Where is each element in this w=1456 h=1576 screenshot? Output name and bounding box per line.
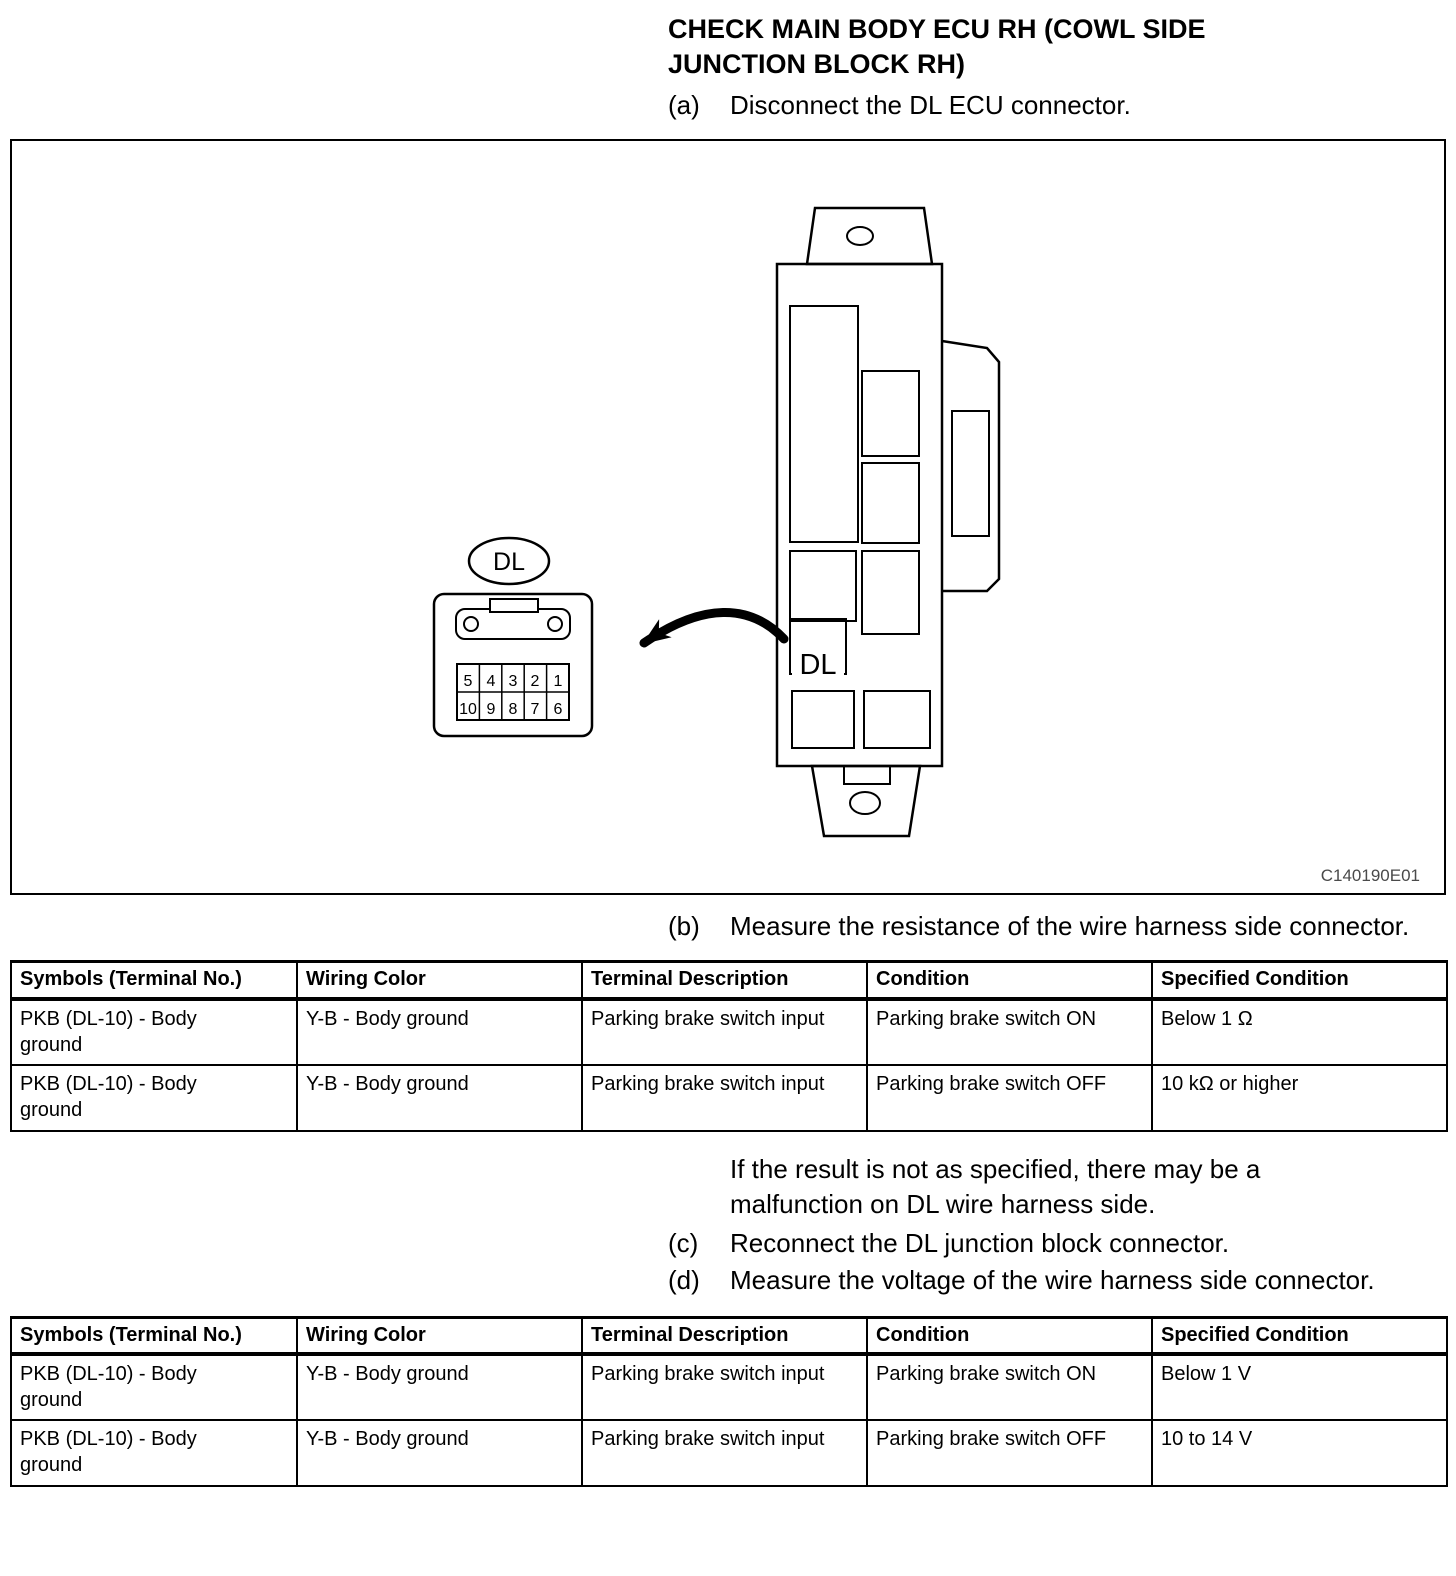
step-b-text: Measure the resistance of the wire harness side connector.	[730, 911, 1410, 941]
step-d-marker: (d)	[668, 1264, 700, 1295]
table-cell: PKB (DL-10) - Body ground	[11, 1354, 297, 1420]
pin-number: 6	[553, 701, 563, 718]
step-a-text: Disconnect the DL ECU connector.	[730, 90, 1131, 120]
junction-block	[777, 208, 999, 836]
pin-number: 7	[530, 701, 540, 718]
mount-hole-top	[847, 227, 873, 245]
resistance-table	[10, 960, 1448, 1132]
step-d-text: Measure the voltage of the wire harness side connector.	[730, 1264, 1375, 1295]
connector-latch	[456, 609, 570, 639]
step-c-marker: (c)	[668, 1227, 699, 1258]
table-cell: Below 1 Ω	[1152, 999, 1447, 1065]
pin-number: 10	[459, 701, 477, 718]
table-row	[11, 1065, 1447, 1131]
table-row	[11, 1420, 1447, 1486]
step-b-marker: (b)	[668, 911, 700, 941]
pin-number: 5	[463, 673, 473, 690]
diagram-svg	[12, 141, 1444, 893]
title-line-1: CHECK MAIN BODY ECU RH (COWL SIDE	[668, 14, 1206, 44]
table-cell: Parking brake switch ON	[867, 1354, 1152, 1420]
side-bracket	[942, 341, 999, 591]
pin-number: 9	[486, 701, 496, 718]
table-header-cell: Terminal Description	[582, 1317, 867, 1354]
table-cell: Parking brake switch OFF	[867, 1420, 1152, 1486]
table-cell: 10 to 14 V	[1152, 1420, 1447, 1486]
table-cell: PKB (DL-10) - Body ground	[11, 1420, 297, 1486]
table-header-cell: Condition	[867, 1317, 1152, 1354]
step-c	[668, 1226, 1410, 1261]
pin-number: 1	[553, 673, 563, 690]
figure-dl-ecu	[10, 139, 1446, 895]
pin-number: 3	[508, 673, 518, 690]
table-header-cell: Wiring Color	[297, 1317, 582, 1354]
pin-number: 8	[508, 701, 518, 718]
table-header-cell: Terminal Description	[582, 962, 867, 999]
step-a-marker: (a)	[668, 90, 700, 120]
table-header-cell: Specified Condition	[1152, 1317, 1447, 1354]
table-cell: Below 1 V	[1152, 1354, 1447, 1420]
title-line-2: JUNCTION BLOCK RH)	[668, 49, 965, 79]
mount-hole-bottom	[850, 792, 880, 814]
connector-oval-label: DL	[493, 548, 525, 576]
step-c-text: Reconnect the DL junction block connector.	[730, 1227, 1230, 1258]
voltage-table	[10, 1316, 1448, 1488]
table-cell: PKB (DL-10) - Body ground	[11, 1065, 297, 1131]
table-header-cell: Condition	[867, 962, 1152, 999]
bottom-bracket	[812, 766, 920, 836]
step-a	[668, 88, 1410, 123]
table-cell: Parking brake switch input	[582, 1420, 867, 1486]
table-header-cell: Symbols (Terminal No.)	[11, 962, 297, 999]
table-cell: Parking brake switch input	[582, 1065, 867, 1131]
table-header-row	[11, 962, 1447, 999]
page-title	[668, 12, 1410, 82]
table-header-row	[11, 1317, 1447, 1354]
table-header-cell: Specified Condition	[1152, 962, 1447, 999]
header-block	[668, 12, 1410, 123]
table-cell: 10 kΩ or higher	[1152, 1065, 1447, 1131]
callout-arrow	[644, 612, 784, 643]
block-slot-label: DL	[799, 649, 837, 681]
table-cell: Parking brake switch ON	[867, 999, 1152, 1065]
pin-number: 2	[530, 673, 540, 690]
table-row	[11, 1354, 1447, 1420]
note-text: If the result is not as specified, there may be a malfunction on DL wire harness side.	[730, 1153, 1261, 1219]
pin-number: 4	[486, 673, 496, 690]
table-cell: PKB (DL-10) - Body ground	[11, 999, 297, 1065]
table-header-cell: Symbols (Terminal No.)	[11, 1317, 297, 1354]
service-manual-page	[0, 12, 1456, 1487]
table-cell: Y-B - Body ground	[297, 999, 582, 1065]
step-d	[668, 1263, 1410, 1298]
step-b	[668, 909, 1410, 944]
table-cell: Y-B - Body ground	[297, 1354, 582, 1420]
table-header-cell: Wiring Color	[297, 962, 582, 999]
table-row	[11, 999, 1447, 1065]
figure-code: C140190E01	[1320, 866, 1420, 885]
table-cell: Parking brake switch OFF	[867, 1065, 1152, 1131]
table-cell: Parking brake switch input	[582, 999, 867, 1065]
table-cell: Y-B - Body ground	[297, 1065, 582, 1131]
table-cell: Y-B - Body ground	[297, 1420, 582, 1486]
table-cell: Parking brake switch input	[582, 1354, 867, 1420]
